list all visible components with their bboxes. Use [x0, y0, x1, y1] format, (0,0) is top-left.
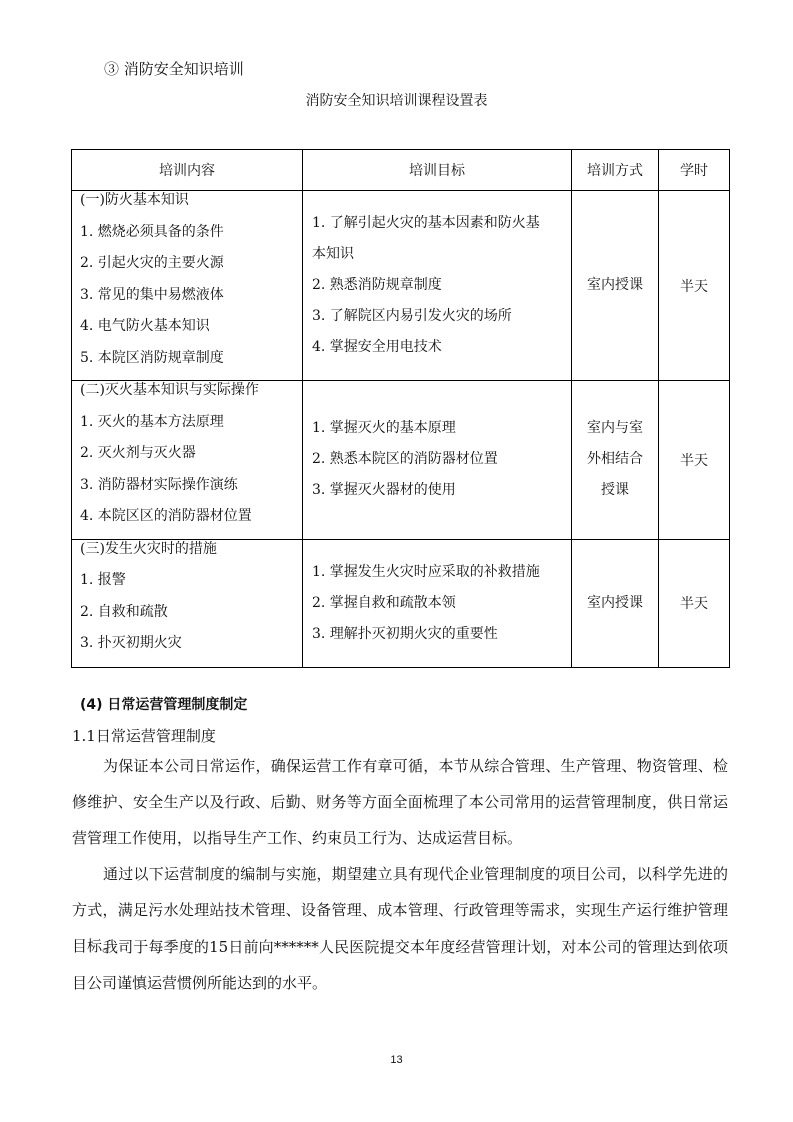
goal-line: 2. 熟悉消防规章制度 — [312, 277, 442, 293]
goal-line: 本知识 — [312, 246, 354, 262]
content-line: 3. 扑灭初期火灾 — [80, 635, 182, 651]
table-header-row — [72, 150, 730, 191]
content-line: (三)发生火灾时的措施 — [80, 540, 217, 557]
paragraph: 我司于每季度的15日前向******人民医院提交本年度经营管理计划，对本公司的管理达到依项目公司谨慎运营惯例所能达到的水平。 — [72, 938, 728, 992]
subsection-title: 1.1日常运营管理制度 — [72, 727, 216, 745]
table-caption: 消防安全知识培训课程设置表 — [305, 93, 488, 109]
content-line: 1. 燃烧必须具备的条件 — [80, 223, 224, 240]
page-number: 13 — [390, 1054, 403, 1066]
header-content: 培训内容 — [72, 150, 303, 191]
goal-line: 1. 了解引起火灾的基本因素和防火基 — [312, 215, 540, 231]
content-line: 3. 常见的集中易燃液体 — [80, 286, 224, 303]
method-line: 室内与室 — [587, 420, 643, 437]
table-row — [72, 539, 730, 667]
header-method: 培训方式 — [572, 150, 659, 191]
table-row — [72, 191, 730, 381]
header-goals: 培训目标 — [303, 150, 572, 191]
cell-method — [572, 539, 659, 667]
content-line: 4. 电气防火基本知识 — [80, 318, 210, 334]
cell-content — [72, 381, 303, 540]
header-hours: 学时 — [659, 150, 730, 191]
cell-hours: 半天 — [659, 381, 730, 540]
content-line: (二)灭火基本知识与实际操作 — [80, 382, 259, 398]
cell-goals — [303, 381, 572, 540]
paragraph: 通过以下运营制度的编制与实施，期望建立具有现代企业管理制度的项目公司，以科学先进的方式，满足污水处理站技术管理、设备管理、成本管理、行政管理等需求，实现生产运行维护管理目标。 — [72, 865, 728, 955]
content-line: 2. 自救和疏散 — [80, 603, 168, 620]
content-line: 2. 引起火灾的主要火源 — [80, 255, 224, 271]
goal-line: 3. 掌握灭火器材的使用 — [312, 482, 456, 499]
table-row — [72, 381, 730, 540]
method-line: 室内授课 — [587, 277, 643, 293]
heading: ③ 消防安全知识培训 — [104, 60, 244, 78]
goal-line: 4. 掌握安全用电技术 — [312, 339, 442, 355]
cell-hours: 半天 — [659, 191, 730, 381]
method-line: 室内授课 — [587, 594, 643, 611]
goal-line: 1. 掌握发生火灾时应采取的补救措施 — [312, 563, 540, 580]
content-line: 3. 消防器材实际操作演练 — [80, 476, 238, 493]
content-line: (一)防火基本知识 — [80, 192, 189, 208]
cell-content — [72, 191, 303, 381]
method-line: 授课 — [601, 482, 629, 499]
method-line: 外相结合 — [587, 451, 643, 468]
goal-line: 2. 熟悉本院区的消防器材位置 — [312, 451, 498, 468]
cell-goals — [303, 539, 572, 667]
cell-hours: 半天 — [659, 539, 730, 667]
training-course-table — [71, 149, 730, 668]
content-line: 1. 报警 — [80, 572, 126, 588]
goal-line: 2. 掌握自救和疏散本领 — [312, 594, 456, 611]
paragraph: 为保证本公司日常运作，确保运营工作有章可循，本节从综合管理、生产管理、物资管理、检修维护、安全生产以及行政、后勤、财务等方面全面梳理了本公司常用的运营管理制度，供日常运营管理工作使用，以指导生产工作、约束员工行为、达成运营目标。 — [72, 757, 728, 847]
goal-line: 3. 了解院区内易引发火灾的场所 — [312, 308, 512, 324]
cell-goals — [303, 191, 572, 381]
cell-content — [72, 539, 303, 667]
content-line: 2. 灭火剂与灭火器 — [80, 445, 196, 461]
content-line: 4. 本院区区的消防器材位置 — [80, 508, 252, 524]
cell-method — [572, 381, 659, 540]
cell-method — [572, 191, 659, 381]
goal-line: 3. 理解扑灭初期火灾的重要性 — [312, 625, 498, 642]
content-line: 1. 灭火的基本方法原理 — [80, 413, 224, 430]
content-line: 5. 本院区消防规章制度 — [80, 349, 224, 366]
goal-line: 1. 掌握灭火的基本原理 — [312, 420, 456, 437]
section-title: (4) 日常运营管理制度制定 — [80, 697, 248, 713]
